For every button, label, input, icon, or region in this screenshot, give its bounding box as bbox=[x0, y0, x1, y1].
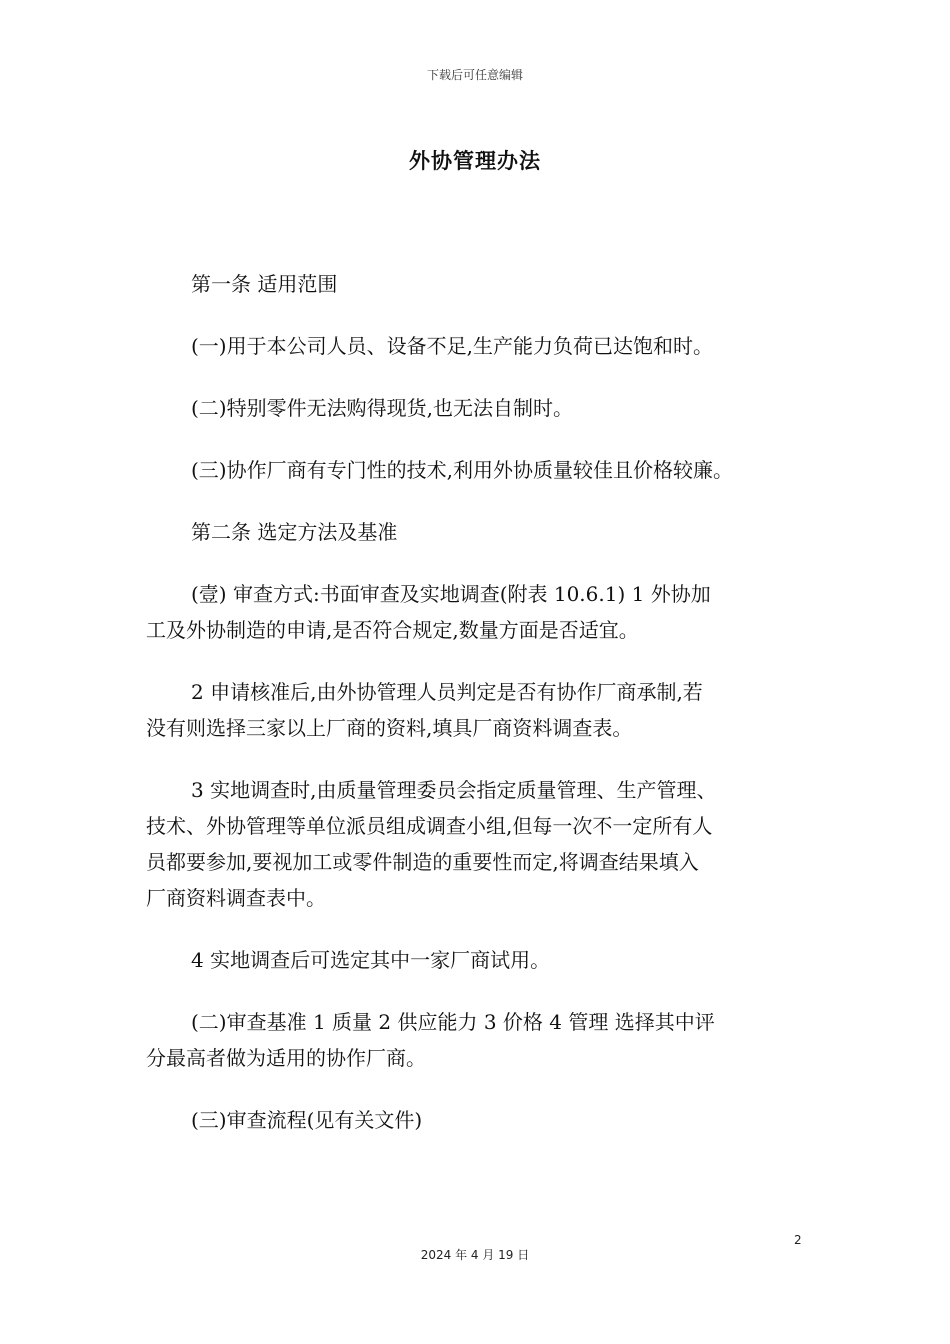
paragraph-line: 2 申请核准后,由外协管理人员判定是否有协作厂商承制,若 bbox=[191, 680, 703, 704]
paragraph-line: (三)协作厂商有专门性的技术,利用外协质量较佳且价格较廉。 bbox=[191, 458, 733, 482]
paragraph-line: 没有则选择三家以上厂商的资料,填具厂商资料调查表。 bbox=[146, 716, 633, 740]
paragraph-item-1 bbox=[146, 328, 826, 364]
paragraph-line: (壹) 审查方式:书面审查及实地调查(附表 10.6.1) 1 外协加 bbox=[191, 582, 711, 606]
paragraph-line: 厂商资料调查表中。 bbox=[146, 886, 326, 910]
paragraph-line: (二)审查基准 1 质量 2 供应能力 3 价格 4 管理 选择其中评 bbox=[191, 1010, 715, 1034]
paragraph-line: 员都要参加,要视加工或零件制造的重要性而定,将调查结果填入 bbox=[146, 850, 699, 874]
paragraph-line: (二)特别零件无法购得现货,也无法自制时。 bbox=[191, 396, 573, 420]
paragraph-review-method bbox=[146, 576, 826, 648]
paragraph-line: 工及外协制造的申请,是否符合规定,数量方面是否适宜。 bbox=[146, 618, 639, 642]
document-body bbox=[146, 266, 826, 1138]
paragraph-item-2 bbox=[146, 390, 826, 426]
paragraph-review-criteria bbox=[146, 1004, 826, 1076]
page-header: 下载后可任意编辑 bbox=[426, 68, 523, 82]
paragraph-line: (三)审查流程(见有关文件) bbox=[191, 1108, 423, 1132]
paragraph-review-process bbox=[146, 1102, 826, 1138]
paragraph-step-4 bbox=[146, 942, 826, 978]
paragraph-item-3 bbox=[146, 452, 826, 488]
document-title: 外协管理办法 bbox=[409, 149, 541, 173]
footer-date: 2024 年 4 月 19 日 bbox=[420, 1248, 530, 1262]
paragraph-article-1 bbox=[146, 266, 826, 302]
paragraph-step-2 bbox=[146, 674, 826, 746]
paragraph-line: 第二条 选定方法及基准 bbox=[191, 520, 398, 544]
paragraph-line: 技术、外协管理等单位派员组成调查小组,但每一次不一定所有人 bbox=[146, 814, 713, 838]
paragraph-line: 第一条 适用范围 bbox=[191, 272, 338, 296]
page-number: 2 bbox=[794, 1233, 802, 1247]
paragraph-line: 分最高者做为适用的协作厂商。 bbox=[146, 1046, 426, 1070]
paragraph-line: 4 实地调查后可选定其中一家厂商试用。 bbox=[191, 948, 551, 972]
paragraph-article-2 bbox=[146, 514, 826, 550]
paragraph-step-3 bbox=[146, 772, 826, 916]
paragraph-line: 3 实地调查时,由质量管理委员会指定质量管理、生产管理、 bbox=[191, 778, 717, 802]
paragraph-line: (一)用于本公司人员、设备不足,生产能力负荷已达饱和时。 bbox=[191, 334, 713, 358]
